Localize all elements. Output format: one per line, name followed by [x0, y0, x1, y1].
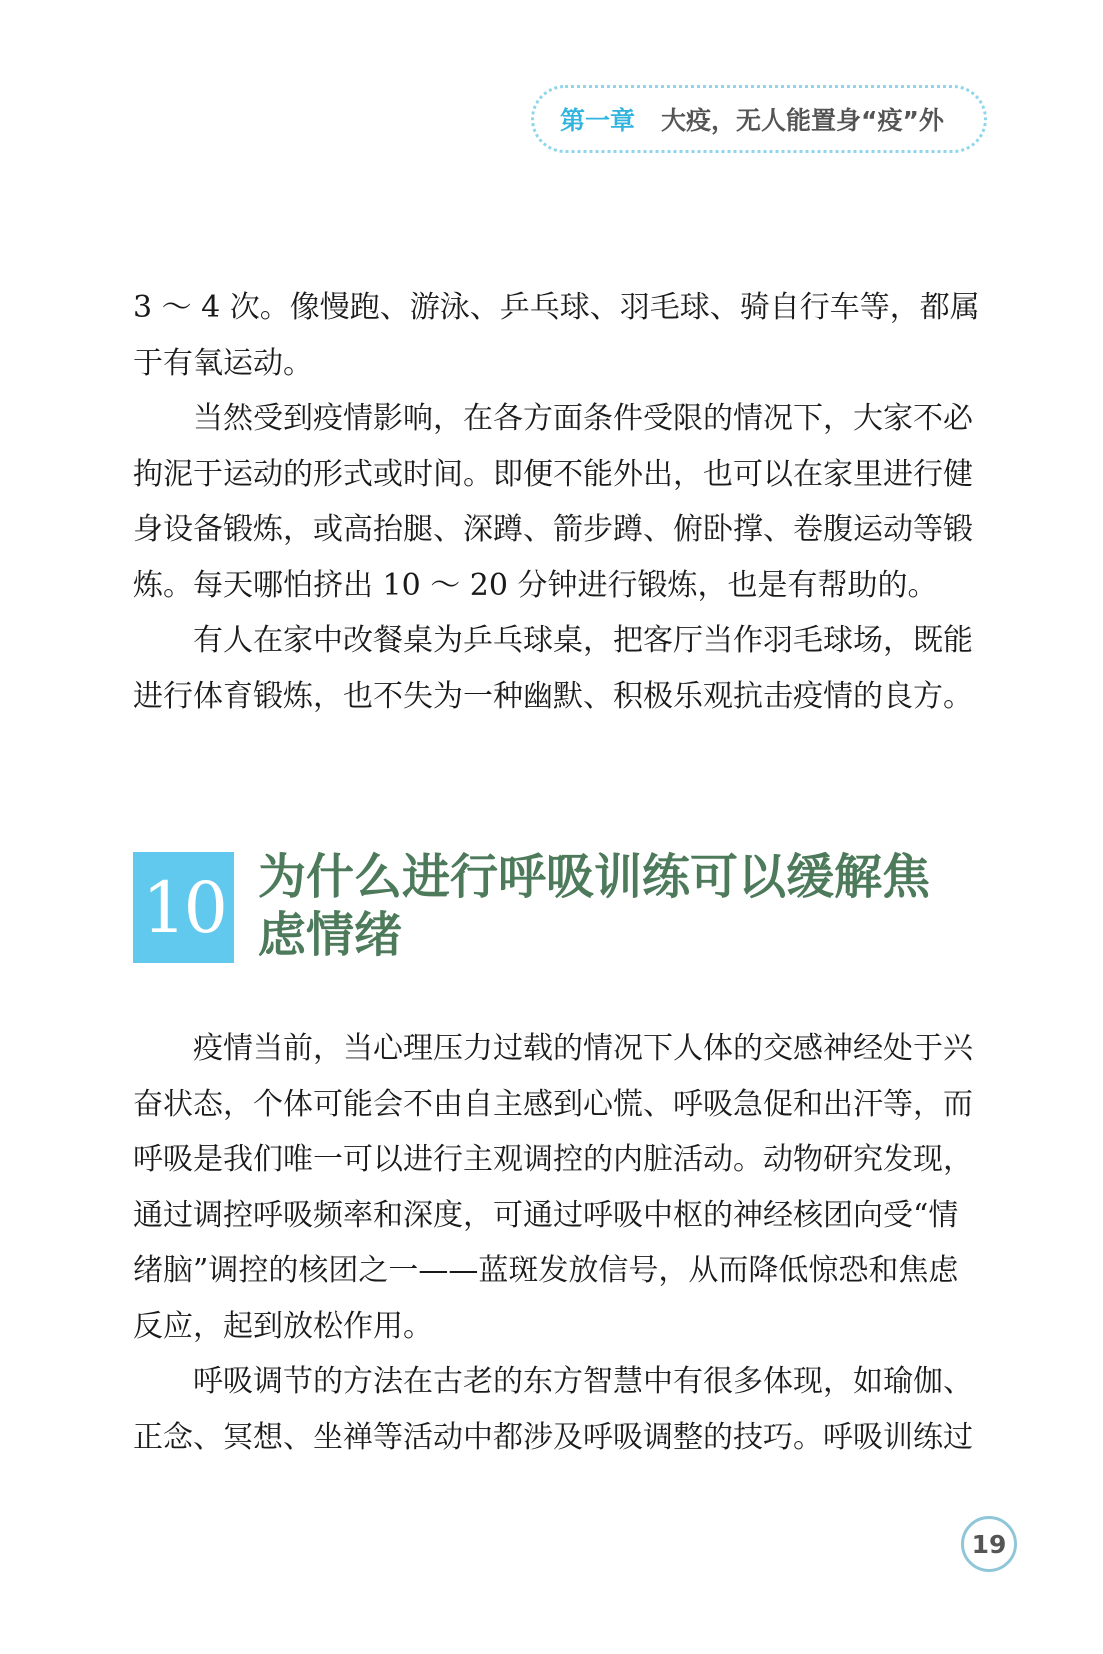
body-paragraph: 当然受到疫情影响，在各方面条件受限的情况下，大家不必 拘泥于运动的形式或时间。即便不能外出，也可以在家里进行健 身设备锻炼，或高抬腿、深蹲、箭步蹲、俯卧撑、卷腹运动等锻 炼。每天哪怕挤出 10 ～ 20 分钟进行锻炼，也是有帮助的。 [133, 401, 973, 603]
section-heading: 为什么进行呼吸训练可以缓解焦 虑情绪 [258, 849, 931, 963]
chapter-label: 第一章 [560, 106, 636, 135]
chapter-header [531, 85, 987, 153]
chapter-title: 大疫，无人能置身“疫”外 [661, 106, 944, 135]
body-paragraph: 呼吸调节的方法在古老的东方智慧中有很多体现，如瑜伽、 正念、冥想、坐禅等活动中都涉及呼吸调整的技巧。呼吸训练过 [133, 1364, 973, 1455]
body-paragraph: 有人在家中改餐桌为乒乓球桌，把客厅当作羽毛球场，既能 进行体育锻炼，也不失为一种幽默、积极乐观抗击疫情的良方。 [133, 623, 973, 714]
body-paragraph: 3 ～ 4 次。像慢跑、游泳、乒乓球、羽毛球、骑自行车等，都属 于有氧运动。 [133, 290, 980, 381]
page-number: 19 [961, 1516, 1017, 1572]
body-paragraph: 疫情当前，当心理压力过载的情况下人体的交感神经处于兴 奋状态，个体可能会不由自主感到心慌、呼吸急促和出汗等，而 呼吸是我们唯一可以进行主观调控的内脏活动。动物研究发现， 通过调控呼吸频率和深度，可通过呼吸中枢的神经核团向受“情 绪脑”调控的核团之一——蓝斑发放信号，从而降低惊恐和焦虑 反应，起到放松作用。 [133, 1031, 973, 1344]
section-number-badge: 10 [133, 852, 234, 963]
